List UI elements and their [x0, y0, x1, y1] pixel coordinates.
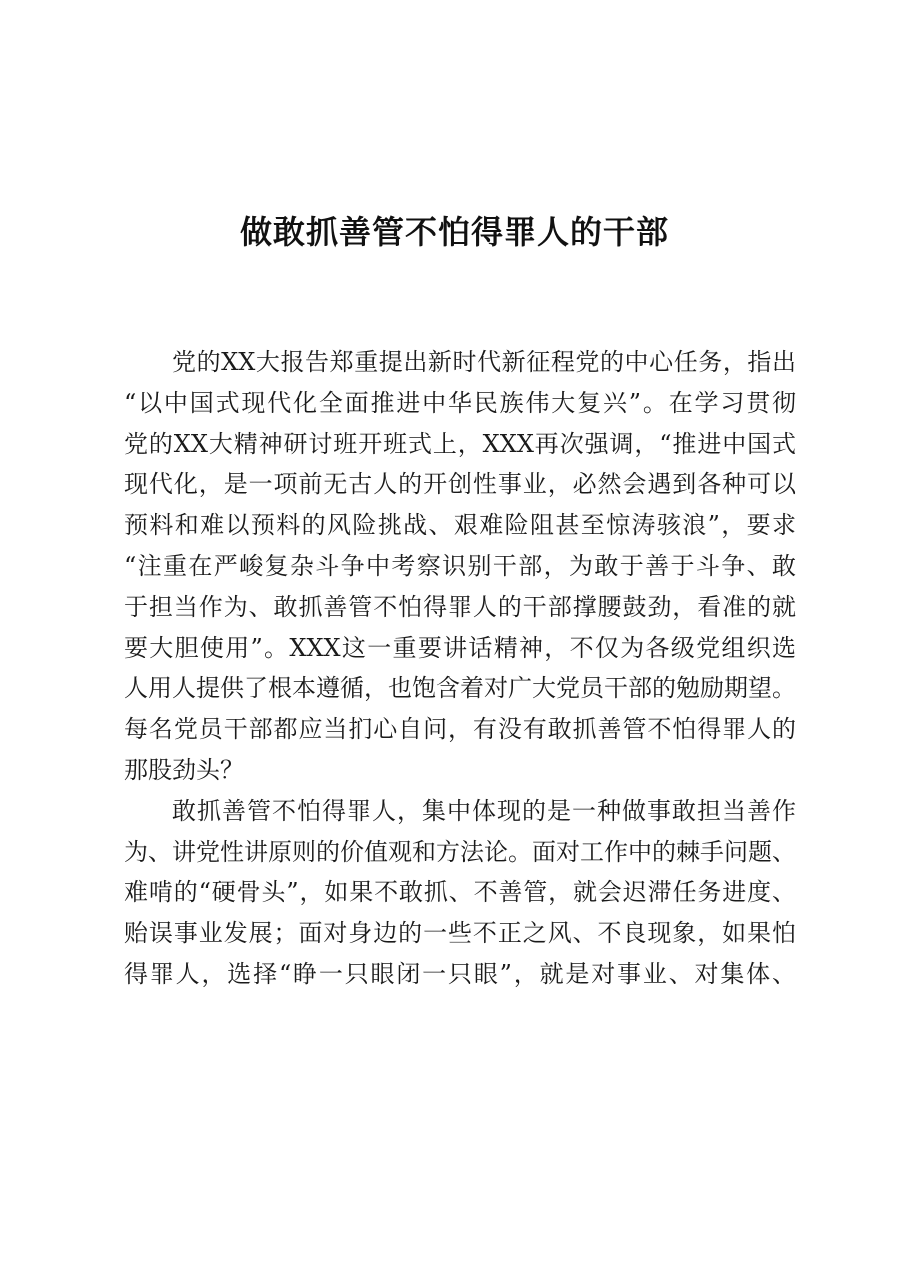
text-line: 贻误事业发展；面对身边的一些不正之风、不良现象，如果怕	[124, 919, 796, 948]
paragraph-2	[124, 791, 796, 995]
paragraph-1	[124, 342, 796, 791]
text-line: 那股劲头？	[124, 755, 244, 784]
text-line: 难啃的“硬骨头”，如果不敢抓、不善管，就会迟滞任务进度、	[124, 878, 796, 907]
text-line: 每名党员干部都应当扪心自问，有没有敢抓善管不怕得罪人的	[124, 715, 796, 744]
text-line: 为、讲党性讲原则的价值观和方法论。面对工作中的棘手问题、	[124, 837, 796, 866]
text-line: 预料和难以预料的风险挑战、艰难险阻甚至惊涛骇浪”，要求	[124, 511, 796, 540]
document-title: 做敢抓善管不怕得罪人的干部	[239, 213, 669, 251]
text-line: 党的XX大报告郑重提出新时代新征程党的中心任务，指出	[172, 348, 796, 376]
text-line: 得罪人，选择“睁一只眼闭一只眼”，就是对事业、对集体、	[124, 959, 796, 988]
text-line: 于担当作为、敢抓善管不怕得罪人的干部撑腰鼓劲，看准的就	[124, 592, 796, 621]
text-line: 党的XX大精神研讨班开班式上，XXX再次强调，“推进中国式	[124, 429, 796, 458]
text-line: 要大胆使用”。XXX这一重要讲话精神，不仅为各级党组织选	[124, 633, 796, 662]
text-line: 现代化，是一项前无古人的开创性事业，必然会遇到各种可以	[124, 470, 796, 499]
text-line: 敢抓善管不怕得罪人，集中体现的是一种做事敢担当善作	[172, 796, 796, 825]
text-line: 人用人提供了根本遵循，也饱含着对广大党员干部的勉励期望。	[124, 674, 796, 703]
text-line: “注重在严峻复杂斗争中考察识别干部，为敢于善于斗争、敢	[124, 551, 796, 580]
text-line: “以中国式现代化全面推进中华民族伟大复兴”。在学习贯彻	[124, 388, 796, 417]
document-body	[124, 342, 796, 995]
